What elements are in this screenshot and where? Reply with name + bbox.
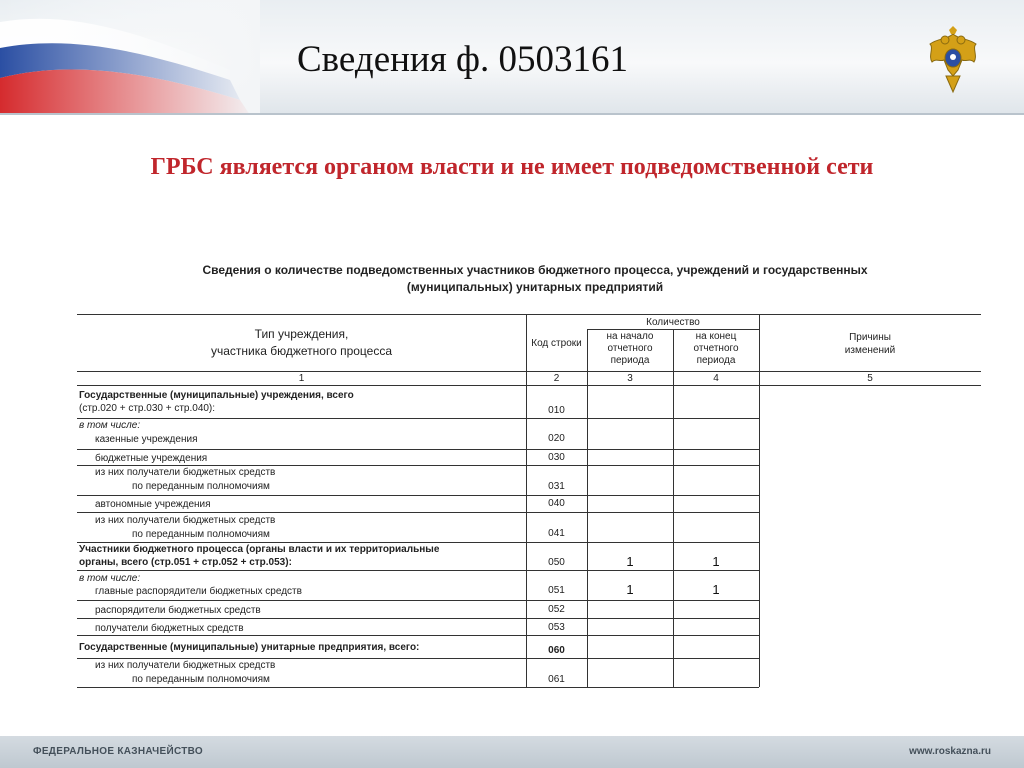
table-caption-line1: Сведения о количестве подведомственных участников бюджетного процесса, учреждений и государственных <box>202 263 868 277</box>
header-reasons-line1: Причины <box>849 332 891 343</box>
row-061-code: 061 <box>548 674 565 685</box>
row-050-code: 050 <box>548 557 565 568</box>
row-010-code: 010 <box>548 405 565 416</box>
row-030-label: бюджетные учреждения <box>95 453 208 464</box>
row-divider <box>77 618 759 619</box>
row-divider <box>77 512 759 513</box>
header-end-line2: отчетного <box>693 343 739 354</box>
row-051-code: 051 <box>548 585 565 596</box>
column-number: 3 <box>627 373 633 384</box>
row-030-code: 030 <box>548 452 565 463</box>
row-020-label: казенные учреждения <box>95 434 198 445</box>
row-divider <box>77 600 759 601</box>
header-reasons-line2: изменений <box>844 345 896 356</box>
footer-band <box>0 736 1024 768</box>
row-050-label-line2: органы, всего (стр.051 + стр.052 + стр.053): <box>79 557 292 568</box>
footer-organization: ФЕДЕРАЛЬНОЕ КАЗНАЧЕЙСТВО <box>33 746 203 757</box>
row-051-end-value: 1 <box>712 582 720 597</box>
table-top-border <box>77 314 981 315</box>
row-060-code: 060 <box>548 645 565 656</box>
header-quantity: Количество <box>646 317 700 328</box>
row-040-label: автономные учреждения <box>95 499 211 510</box>
header-type-line2: участника бюджетного процесса <box>210 344 393 358</box>
header-start-line1: на начало <box>606 331 654 342</box>
row-061-label-line2: по переданным полномочиям <box>132 674 270 685</box>
footer-website: www.roskazna.ru <box>909 746 991 757</box>
row-053-code: 053 <box>548 622 565 633</box>
header-divider <box>0 113 1024 115</box>
row-041-label-line2: по переданным полномочиям <box>132 529 270 540</box>
slide-subtitle: ГРБС является органом власти и не имеет подведомственной сети <box>150 154 874 180</box>
column-number: 5 <box>867 373 873 384</box>
row-051-start-value: 1 <box>626 582 634 597</box>
header-period-end <box>673 331 759 367</box>
row-divider <box>77 635 759 636</box>
column-number: 1 <box>298 373 305 384</box>
header-row-code: Код строки <box>531 338 582 349</box>
russian-flag-graphic <box>0 0 260 115</box>
row-divider <box>77 495 759 496</box>
row-divider <box>77 418 759 419</box>
row-061-label-line1: из них получатели бюджетных средств <box>95 660 276 671</box>
header-end-line1: на конец <box>695 331 737 342</box>
row-050-end-value: 1 <box>712 554 720 569</box>
header-type-line1: Тип учреждения, <box>254 327 349 341</box>
column-numbers-bottom-line <box>77 385 981 386</box>
row-divider <box>77 449 759 450</box>
header-change-reasons <box>759 331 981 357</box>
row-divider <box>77 570 759 571</box>
row-020-code: 020 <box>548 433 565 444</box>
header-start-line2: отчетного <box>607 343 653 354</box>
table-caption-line2: (муниципальных) унитарных предприятий <box>406 280 664 294</box>
column-number: 2 <box>553 373 560 384</box>
row-041-label-line1: из них получатели бюджетных средств <box>95 515 276 526</box>
row-010-label-line1: Государственные (муниципальные) учреждения, всего <box>79 390 354 401</box>
including-label: в том числе: <box>79 420 141 431</box>
column-number: 4 <box>713 373 719 384</box>
including-label: в том числе: <box>79 573 141 584</box>
row-050-label-line1: Участники бюджетного процесса (органы власти и их территориальные <box>79 544 440 555</box>
header-period-start <box>587 331 673 367</box>
header-band <box>0 0 1024 115</box>
report-table <box>77 314 981 688</box>
row-010-label-line2: (стр.020 + стр.030 + стр.040): <box>79 403 216 414</box>
header-start-line3: периода <box>610 355 650 366</box>
row-040-code: 040 <box>548 498 565 509</box>
slide-title: Сведения ф. 0503161 <box>297 39 628 80</box>
coat-of-arms-icon <box>918 26 988 98</box>
column-divider <box>759 314 760 687</box>
row-041-code: 041 <box>548 528 565 539</box>
header-institution-type <box>77 326 526 360</box>
table-caption <box>120 262 950 296</box>
row-031-label-line2: по переданным полномочиям <box>132 481 270 492</box>
row-031-code: 031 <box>548 481 565 492</box>
table-bottom-border <box>77 687 759 688</box>
row-052-label: распорядители бюджетных средств <box>95 605 261 616</box>
row-031-label-line1: из них получатели бюджетных средств <box>95 467 276 478</box>
header-end-line3: периода <box>696 355 736 366</box>
row-052-code: 052 <box>548 604 565 615</box>
row-050-start-value: 1 <box>626 554 634 569</box>
row-053-label: получатели бюджетных средств <box>95 623 244 634</box>
row-060-label: Государственные (муниципальные) унитарные предприятия, всего: <box>79 642 420 653</box>
row-051-label: главные распорядители бюджетных средств <box>95 586 302 597</box>
